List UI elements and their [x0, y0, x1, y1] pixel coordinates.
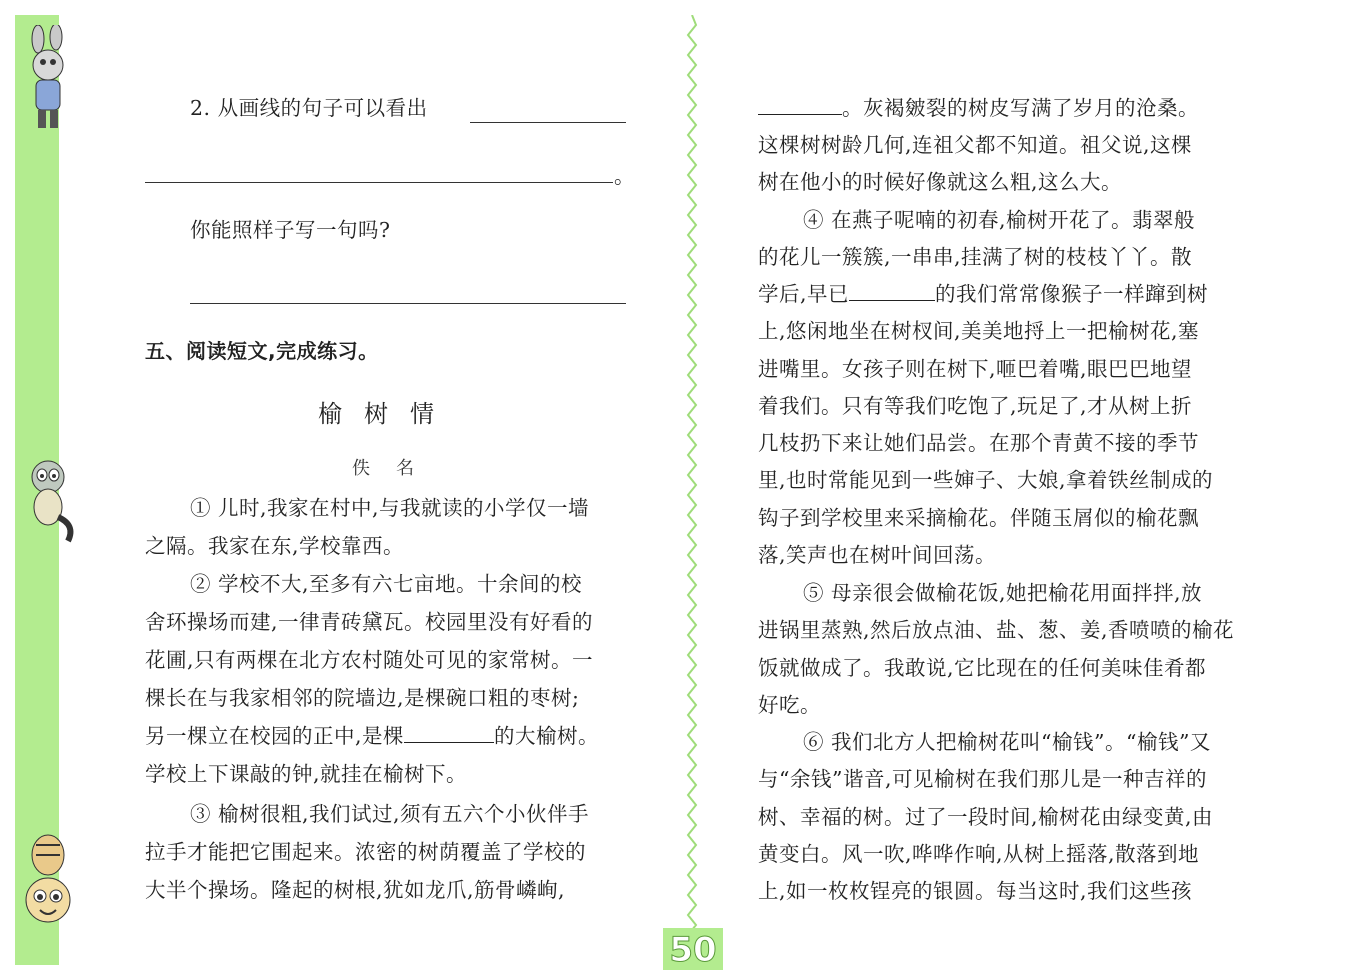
- passage-author: 佚名: [352, 458, 440, 479]
- paragraph-line: 与“余钱”谐音,可见榆树在我们那儿是一种吉祥的: [758, 767, 1207, 791]
- paragraph-line: ④ 在燕子呢喃的初春,榆树开花了。翡翠般: [803, 208, 1196, 232]
- paragraph-line: ⑤ 母亲很会做榆花饭,她把榆花用面拌拌,放: [803, 581, 1203, 605]
- paragraph-line: 里,也时常能见到一些婶子、大娘,拿着铁丝制成的: [758, 468, 1214, 492]
- paragraph-line: 拉手才能把它围起来。浓密的树荫覆盖了学校的: [145, 840, 586, 864]
- paragraph-line: 黄变白。风一吹,哗哗作响,从树上摇落,散落到地: [758, 842, 1200, 866]
- question-2-period: 。: [614, 164, 635, 188]
- paragraph-line: 好吃。: [758, 693, 821, 717]
- blank-suffix: 的大榆树。: [494, 724, 600, 748]
- passage-title: 榆树情: [318, 400, 456, 428]
- paragraph-line: ③ 榆树很粗,我们试过,须有五六个小伙伴手: [190, 802, 590, 826]
- paragraph-line: ① 儿时,我家在村中,与我就读的小学仅一墙: [190, 496, 590, 520]
- fill-in-blank[interactable]: [849, 278, 935, 301]
- paragraph-line-with-blank: [758, 276, 1208, 314]
- blank-prefix: 另一棵立在校园的正中,是棵: [145, 724, 405, 748]
- blank-suffix: 的我们常常像猴子一样蹿到树: [935, 282, 1209, 306]
- answer-blank-line[interactable]: [145, 182, 613, 183]
- fill-in-blank[interactable]: [404, 720, 494, 743]
- imitate-sentence-prompt: 你能照样子写一句吗?: [190, 218, 391, 242]
- paragraph-line: 树、幸福的树。过了一段时间,榆树花由绿变黄,由: [758, 805, 1214, 829]
- paragraph-line: 进嘴里。女孩子则在树下,咂巴着嘴,眼巴巴地望: [758, 357, 1193, 381]
- paragraph-line: 花圃,只有两棵在北方农村随处可见的家常树。一: [145, 648, 594, 672]
- paragraph-line: ② 学校不大,至多有六七亩地。十余间的校: [190, 572, 583, 596]
- paragraph-line-with-blank: [145, 718, 599, 756]
- spine-zigzag-divider: [686, 15, 698, 965]
- paragraph-line: 几枝扔下来让她们品尝。在那个青黄不接的季节: [758, 431, 1199, 455]
- blank-suffix: 。灰褐皴裂的树皮写满了岁月的沧桑。: [842, 96, 1199, 120]
- tiger-mascot-icon: [16, 830, 80, 930]
- page-number: 50: [663, 928, 723, 970]
- paragraph-line: 的花儿一簇簇,一串串,挂满了树的枝枝丫丫。散: [758, 245, 1193, 269]
- paragraph-line: 钩子到学校里来采摘榆花。伴随玉屑似的榆花飘: [758, 506, 1199, 530]
- paragraph-line: 之隔。我家在东,学校靠西。: [145, 534, 405, 558]
- paragraph-line: 落,笑声也在树叶间回荡。: [758, 543, 997, 567]
- answer-blank-line[interactable]: [470, 122, 626, 123]
- raccoon-mascot-icon: [18, 455, 78, 545]
- answer-blank-line[interactable]: [190, 303, 626, 304]
- paragraph-line: 棵长在与我家相邻的院墙边,是棵碗口粗的枣树;: [145, 686, 580, 710]
- paragraph-line: 进锅里蒸熟,然后放点油、盐、葱、姜,香喷喷的榆花: [758, 618, 1235, 642]
- paragraph-line: 上,如一枚枚锃亮的银圆。每当这时,我们这些孩: [758, 879, 1193, 903]
- paragraph-line: 着我们。只有等我们吃饱了,玩足了,才从树上折: [758, 394, 1193, 418]
- paragraph-line: ⑥ 我们北方人把榆树花叫“榆钱”。“榆钱”又: [803, 730, 1211, 754]
- paragraph-line: 学校上下课敲的钟,就挂在榆树下。: [145, 762, 468, 786]
- paragraph-line: 饭就做成了。我敢说,它比现在的任何美味佳肴都: [758, 656, 1207, 680]
- question-2-prompt: 2. 从画线的句子可以看出: [190, 96, 428, 120]
- paragraph-line: 这棵树树龄几何,连祖父都不知道。祖父说,这棵: [758, 133, 1193, 157]
- fill-in-blank[interactable]: [758, 92, 842, 115]
- blank-prefix: 学后,早已: [758, 282, 850, 306]
- paragraph-line: 上,悠闲地坐在树杈间,美美地捋上一把榆树花,塞: [758, 319, 1200, 343]
- paragraph-line-with-blank: [758, 90, 1199, 128]
- paragraph-line: 舍环操场而建,一律青砖黛瓦。校园里没有好看的: [145, 610, 594, 634]
- paragraph-line: 大半个操场。隆起的树根,犹如龙爪,筋骨嶙峋,: [145, 878, 566, 902]
- paragraph-line: 树在他小的时候好像就这么粗,这么大。: [758, 170, 1123, 194]
- section-five-heading: 五、阅读短文,完成练习。: [145, 339, 379, 363]
- rabbit-mascot-icon: [16, 25, 80, 135]
